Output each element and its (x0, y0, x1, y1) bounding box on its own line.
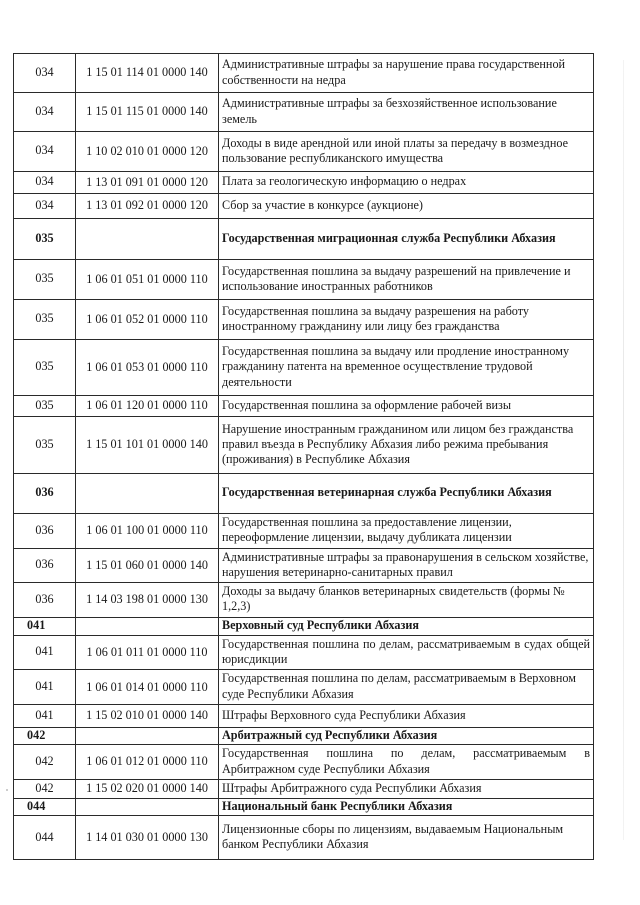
budget-classification-code-cell: 1 06 01 051 01 0000 110 (76, 260, 219, 300)
admin-code-cell: 034 (14, 132, 76, 172)
revenue-description-cell: Штрафы Верховного суда Республики Абхазия (219, 704, 594, 727)
budget-classification-code-cell: 1 06 01 014 01 0000 110 (76, 670, 219, 705)
revenue-description-cell: Государственная пошлина за оформление рабочей визы (219, 396, 594, 417)
section-header-row (14, 219, 594, 260)
revenue-description-cell: Сбор за участие в конкурсе (аукционе) (219, 194, 594, 219)
admin-code-cell: 034 (14, 93, 76, 132)
table-row (14, 260, 594, 300)
budget-classification-code-cell: 1 13 01 092 01 0000 120 (76, 194, 219, 219)
revenue-description-cell: Штрафы Арбитражного суда Республики Абхазия (219, 779, 594, 798)
admin-code-cell: 035 (14, 300, 76, 340)
table-row (14, 417, 594, 474)
section-header-row (14, 799, 594, 816)
admin-code-cell: 035 (14, 260, 76, 300)
admin-code-cell: 042 (14, 779, 76, 798)
budget-classification-code-cell: 1 14 03 198 01 0000 130 (76, 583, 219, 618)
table-row (14, 704, 594, 727)
budget-classification-code-cell: 1 15 01 101 01 0000 140 (76, 417, 219, 474)
budget-classification-code-cell: 1 06 01 120 01 0000 110 (76, 396, 219, 417)
admin-code-cell: 035 (14, 219, 76, 260)
table-row (14, 396, 594, 417)
budget-classification-code-cell: 1 15 01 114 01 0000 140 (76, 54, 219, 93)
revenue-description-cell: Государственная пошлина по делам, рассматриваемым в Арбитражном суде Республики Абхазия (219, 745, 594, 780)
admin-code-cell: 036 (14, 548, 76, 583)
table-row (14, 300, 594, 340)
admin-code-cell: 044 (14, 799, 76, 816)
admin-code-cell: 041 (14, 635, 76, 670)
revenue-description-cell: Арбитражный суд Республики Абхазия (219, 727, 594, 744)
table-row (14, 745, 594, 780)
admin-code-cell: 035 (14, 340, 76, 396)
admin-code-cell: 034 (14, 54, 76, 93)
admin-code-cell: 036 (14, 583, 76, 618)
admin-code-cell: 036 (14, 514, 76, 549)
budget-classification-code-cell (76, 474, 219, 514)
admin-code-cell: 042 (14, 727, 76, 744)
table-body (14, 54, 594, 860)
revenue-description-cell: Государственная пошлина за предоставление лицензии, переоформление лицензии, выдачу дубликата лицензии (219, 514, 594, 549)
table-row (14, 93, 594, 132)
table-row (14, 172, 594, 194)
budget-classification-code-cell (76, 799, 219, 816)
revenue-description-cell: Верховный суд Республики Абхазия (219, 617, 594, 635)
budget-classification-code-cell: 1 15 01 115 01 0000 140 (76, 93, 219, 132)
table-row (14, 583, 594, 618)
admin-code-cell: 034 (14, 194, 76, 219)
revenue-description-cell: Государственная пошлина по делам, рассматриваемым в Верховном суде Республики Абхазия (219, 670, 594, 705)
admin-code-cell: 044 (14, 816, 76, 860)
revenue-description-cell: Административные штрафы за правонарушения в сельском хозяйстве, нарушения ветеринарно-санитарных правил (219, 548, 594, 583)
budget-classification-code-cell: 1 06 01 012 01 0000 110 (76, 745, 219, 780)
revenue-description-cell: Государственная пошлина за выдачу разрешений на привлечение и использование иностранных работников (219, 260, 594, 300)
budget-classification-code-cell: 1 06 01 011 01 0000 110 (76, 635, 219, 670)
table-row (14, 548, 594, 583)
budget-classification-code-cell (76, 617, 219, 635)
revenue-description-cell: Государственная ветеринарная служба Республики Абхазия (219, 474, 594, 514)
revenue-codes-table (13, 53, 594, 860)
revenue-description-cell: Доходы в виде арендной или иной платы за передачу в возмездное пользование республиканского имущества (219, 132, 594, 172)
table-row (14, 132, 594, 172)
admin-code-cell: 034 (14, 172, 76, 194)
budget-classification-code-cell: 1 06 01 100 01 0000 110 (76, 514, 219, 549)
budget-classification-code-cell: 1 15 01 060 01 0000 140 (76, 548, 219, 583)
admin-code-cell: 036 (14, 474, 76, 514)
scan-page-edge (623, 60, 624, 840)
table-row (14, 54, 594, 93)
scan-speck (6, 789, 8, 791)
revenue-description-cell: Государственная миграционная служба Республики Абхазия (219, 219, 594, 260)
revenue-description-cell: Плата за геологическую информацию о недрах (219, 172, 594, 194)
admin-code-cell: 041 (14, 670, 76, 705)
section-header-row (14, 727, 594, 744)
revenue-description-cell: Лицензионные сборы по лицензиям, выдаваемым Национальным банком Республики Абхазия (219, 816, 594, 860)
revenue-description-cell: Административные штрафы за безхозяйственное использование земель (219, 93, 594, 132)
admin-code-cell: 041 (14, 617, 76, 635)
budget-classification-code-cell: 1 15 02 010 01 0000 140 (76, 704, 219, 727)
section-header-row (14, 617, 594, 635)
revenue-description-cell: Нарушение иностранным гражданином или лицом без гражданства правил въезда в Республику Абхазия либо режима пребывания (проживания) в Республике Абхазия (219, 417, 594, 474)
table-row (14, 779, 594, 798)
revenue-description-cell: Административные штрафы за нарушение права государственной собственности на недра (219, 54, 594, 93)
budget-classification-code-cell: 1 10 02 010 01 0000 120 (76, 132, 219, 172)
admin-code-cell: 035 (14, 417, 76, 474)
budget-classification-code-cell: 1 06 01 052 01 0000 110 (76, 300, 219, 340)
table-row (14, 194, 594, 219)
admin-code-cell: 041 (14, 704, 76, 727)
table-row (14, 670, 594, 705)
budget-classification-code-cell: 1 14 01 030 01 0000 130 (76, 816, 219, 860)
revenue-description-cell: Государственная пошлина за выдачу или продление иностранному гражданину патента на временное осуществление трудовой деятельности (219, 340, 594, 396)
table-row (14, 816, 594, 860)
budget-classification-code-cell: 1 15 02 020 01 0000 140 (76, 779, 219, 798)
budget-classification-code-cell: 1 13 01 091 01 0000 120 (76, 172, 219, 194)
budget-classification-code-cell (76, 727, 219, 744)
budget-classification-code-cell: 1 06 01 053 01 0000 110 (76, 340, 219, 396)
admin-code-cell: 035 (14, 396, 76, 417)
table-row (14, 514, 594, 549)
revenue-description-cell: Доходы за выдачу бланков ветеринарных свидетельств (формы № 1,2,3) (219, 583, 594, 618)
admin-code-cell: 042 (14, 745, 76, 780)
table-row (14, 635, 594, 670)
revenue-description-cell: Государственная пошлина по делам, рассматриваемым в судах общей юрисдикции (219, 635, 594, 670)
budget-classification-code-cell (76, 219, 219, 260)
table-row (14, 340, 594, 396)
revenue-description-cell: Национальный банк Республики Абхазия (219, 799, 594, 816)
section-header-row (14, 474, 594, 514)
revenue-description-cell: Государственная пошлина за выдачу разрешения на работу иностранному гражданину или лицу без гражданства (219, 300, 594, 340)
